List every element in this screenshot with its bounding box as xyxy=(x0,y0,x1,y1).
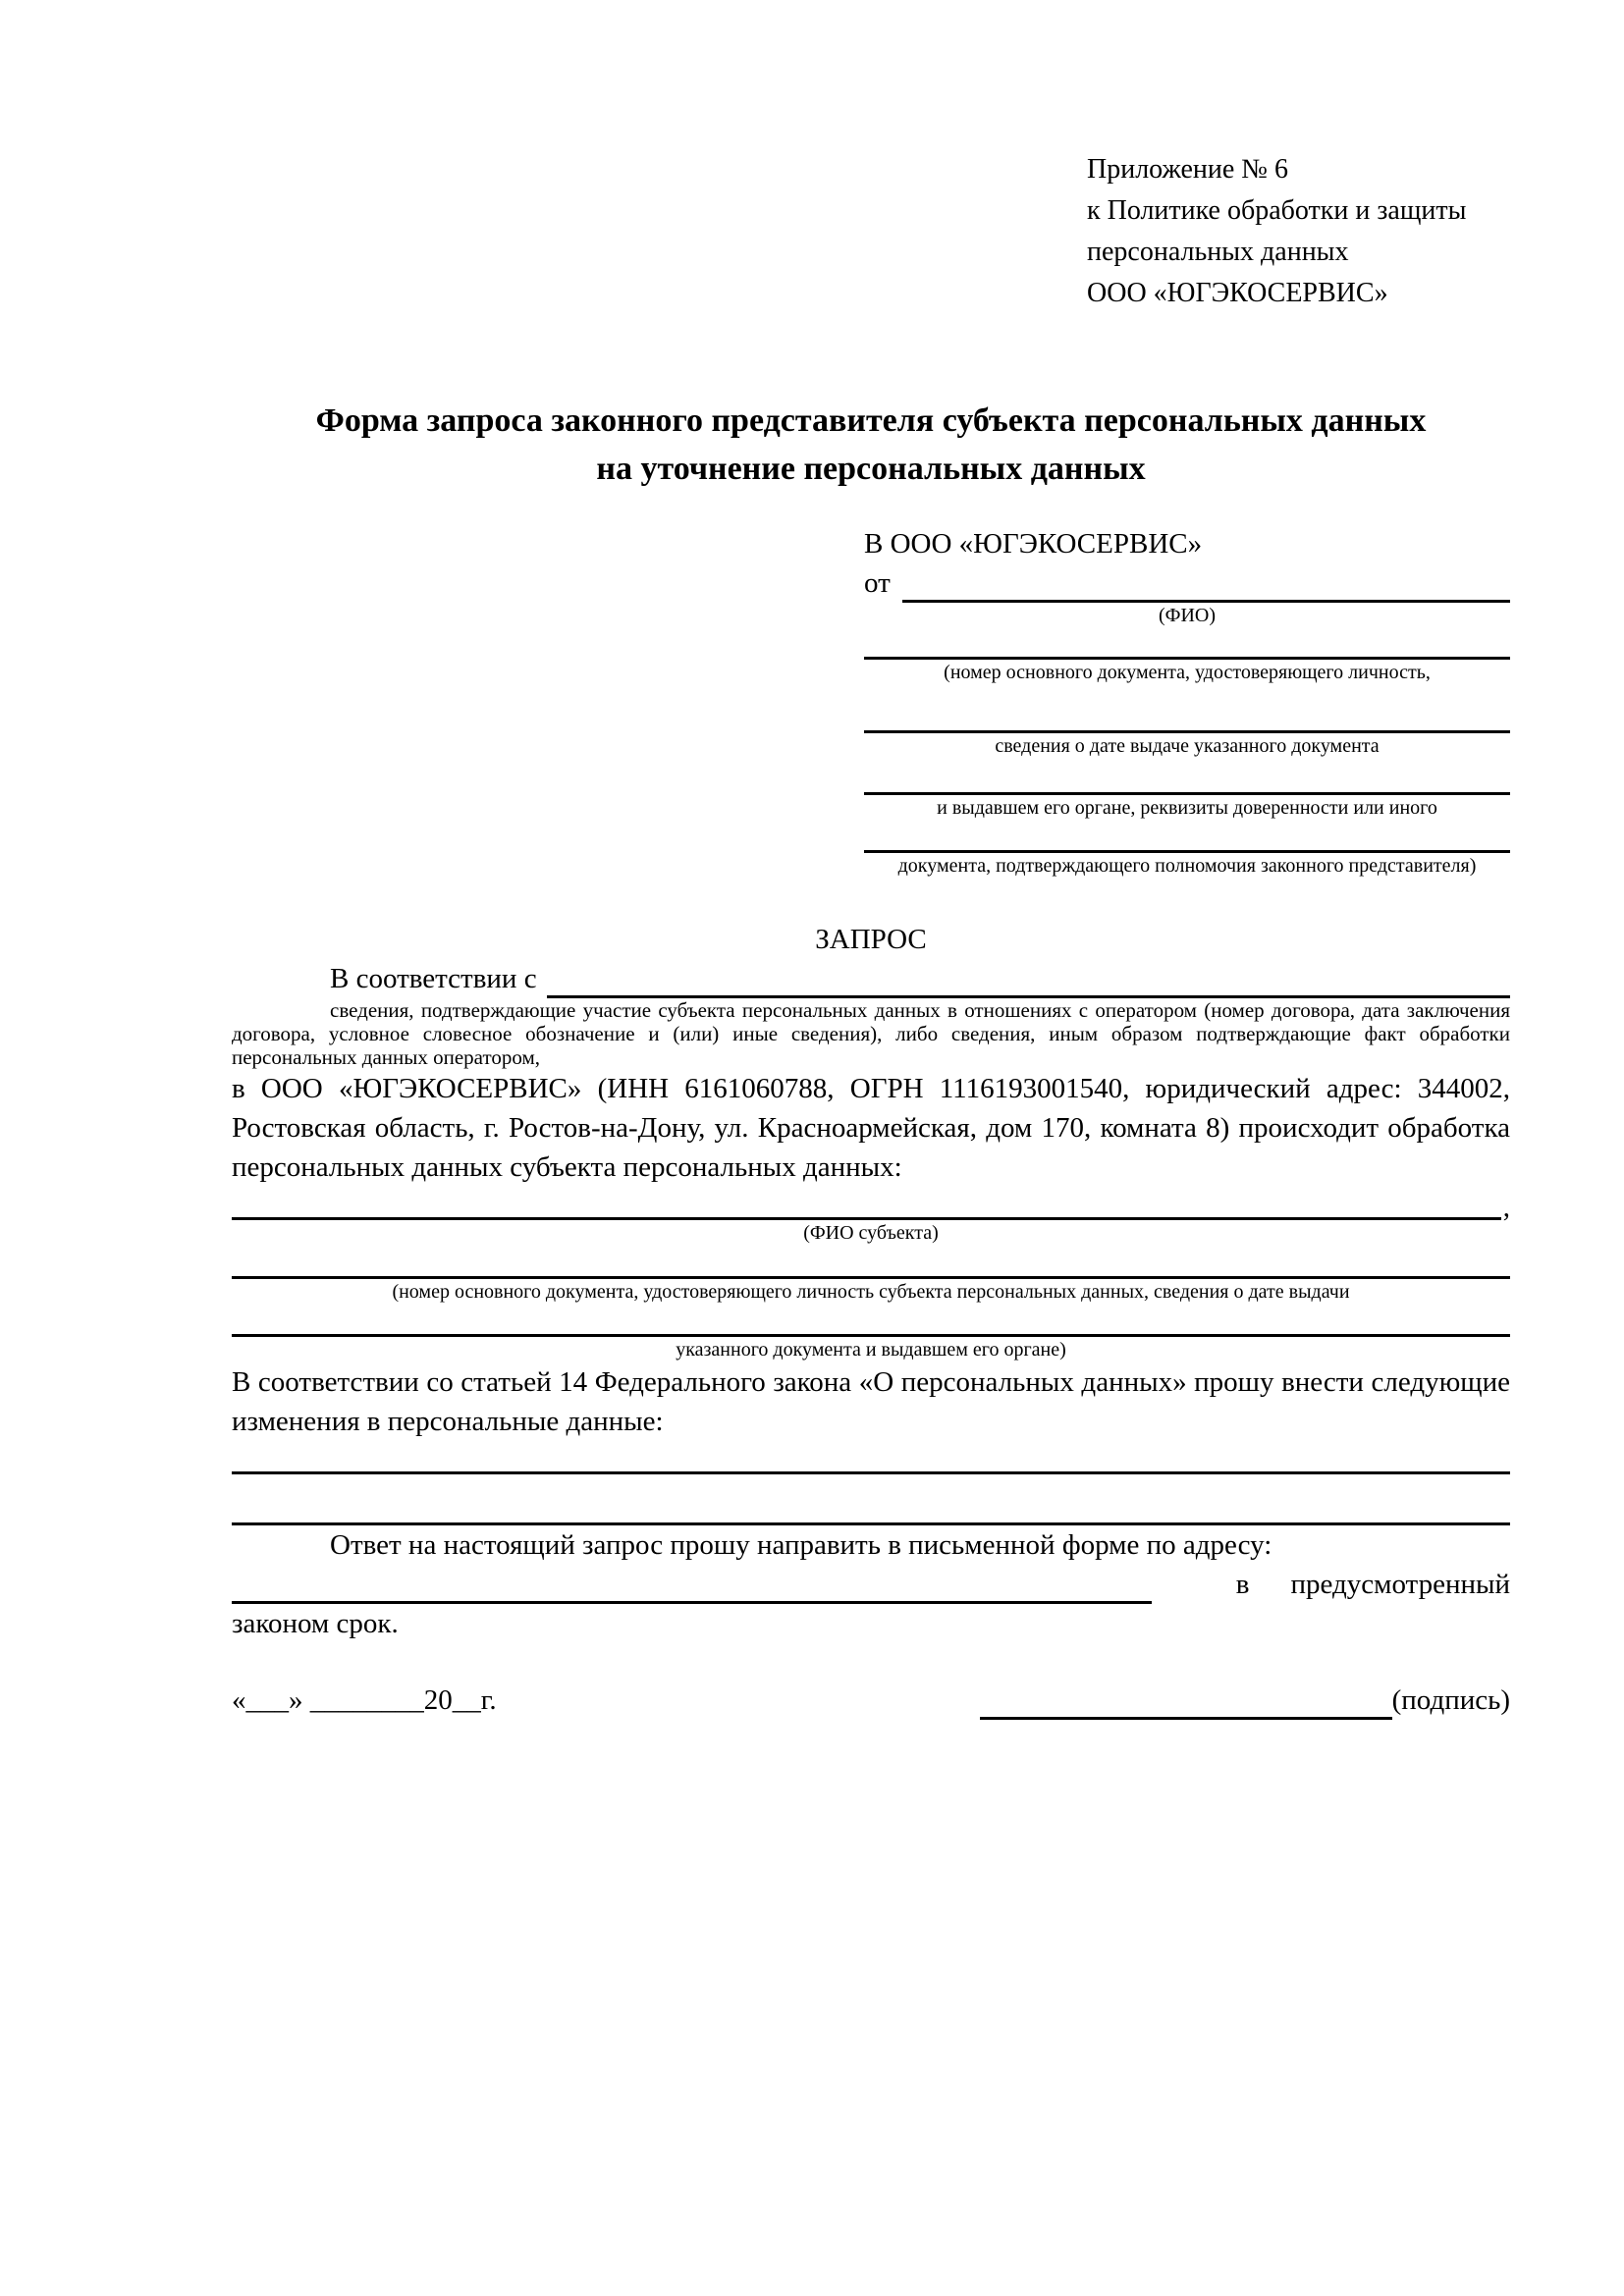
date-line: «___» ________20__г. xyxy=(232,1684,497,1716)
issue-date-blank-line xyxy=(864,685,1510,733)
recipient-to: В ООО «ЮГЭКОСЕРВИС» xyxy=(864,528,1203,560)
comma-after-line: , xyxy=(1502,1192,1510,1223)
law-paragraph: В соответствии со статьей 14 Федерального закона «О персональных данных» прошу внести следующие изменения в персональные данные: xyxy=(232,1366,1510,1437)
basis-row xyxy=(232,959,1510,998)
document-title xyxy=(232,397,1510,493)
reply-end: законом срок. xyxy=(232,1608,399,1639)
recipient-block xyxy=(864,524,1510,879)
field-caption-subject-document: (номер основного документа, удостоверяющего личность субъекта персональных данных, сведения о дате выдачи xyxy=(392,1281,1350,1303)
date-signature-row xyxy=(232,1681,1510,1720)
field-caption-subject-fio: (ФИО субъекта) xyxy=(803,1222,939,1244)
operator-paragraph: в ООО «ЮГЭКОСЕРВИС» (ИНН 6161060788, ОГРН 1116193001540, юридический адрес: 344002, Ростовская область, г. Ростов-на-Дону, ул. Красноармейская, дом 170, комната 8) происходит обработка персональных данных субъекта персональных данных: xyxy=(232,1073,1510,1183)
document-title-line: Форма запроса законного представителя субъекта персональных данных xyxy=(315,402,1427,439)
request-heading: ЗАПРОС xyxy=(815,924,927,955)
issuing-authority-blank-line xyxy=(864,759,1510,795)
field-caption-authority: и выдавшем его органе, реквизиты доверенности или иного xyxy=(937,797,1437,819)
reply-address-row xyxy=(232,1565,1510,1604)
reply-tail-word: предусмотренный xyxy=(1290,1569,1510,1600)
subject-document-blank-line xyxy=(232,1246,1510,1279)
signature-caption: (подпись) xyxy=(1391,1684,1510,1716)
reply-tail-word: в xyxy=(1235,1569,1250,1600)
changes-blank-line-1 xyxy=(232,1441,1510,1474)
header-note-line: ООО «ЮГЭКОСЕРВИС» xyxy=(1087,278,1388,308)
basis-blank-line xyxy=(547,965,1510,998)
from-label: от xyxy=(864,567,891,599)
signature-blank-line xyxy=(980,1688,1392,1720)
field-caption-issue-date: сведения о дате выдаче указанного документа xyxy=(995,735,1380,757)
reply-address-blank-line xyxy=(232,1571,1152,1604)
field-caption-fio: (ФИО) xyxy=(1158,605,1216,626)
document-title-line: на уточнение персональных данных xyxy=(596,451,1146,487)
field-caption-authority-proof: документа, подтверждающего полномочия законного представителя) xyxy=(897,855,1477,877)
subject-document-authority-blank-line xyxy=(232,1305,1510,1337)
basis-fine-print: сведения, подтверждающие участие субъекта персональных данных в отношениях с оператором (номер договора, дата заключения договора, условное словесное обозначение и (или) иные сведения), либо сведения, иным образом подтверждающие факт обработки персональных данных оператором, xyxy=(232,998,1510,1069)
representative-document-blank-line xyxy=(864,628,1510,660)
header-note-line: персональных данных xyxy=(1087,237,1349,267)
header-note-line: к Политике обработки и защиты xyxy=(1087,195,1467,226)
reply-paragraph: Ответ на настоящий запрос прошу направить в письменной форме по адресу: xyxy=(330,1529,1272,1561)
changes-blank-line-2 xyxy=(232,1474,1510,1525)
signature-area xyxy=(980,1681,1510,1720)
from-row xyxy=(864,563,1510,603)
field-caption-subject-authority: указанного документа и выдавшем его органе) xyxy=(676,1339,1066,1361)
header-note xyxy=(1087,149,1510,314)
subject-fio-blank-line xyxy=(232,1191,1501,1220)
subject-fio-row xyxy=(232,1187,1510,1223)
basis-lead: В соответствии с xyxy=(330,963,537,994)
field-caption-document: (номер основного документа, удостоверяющего личность, xyxy=(944,662,1431,683)
header-note-line: Приложение № 6 xyxy=(1087,154,1288,185)
representative-fio-blank-line xyxy=(902,569,1510,603)
authority-proof-blank-line xyxy=(864,821,1510,853)
